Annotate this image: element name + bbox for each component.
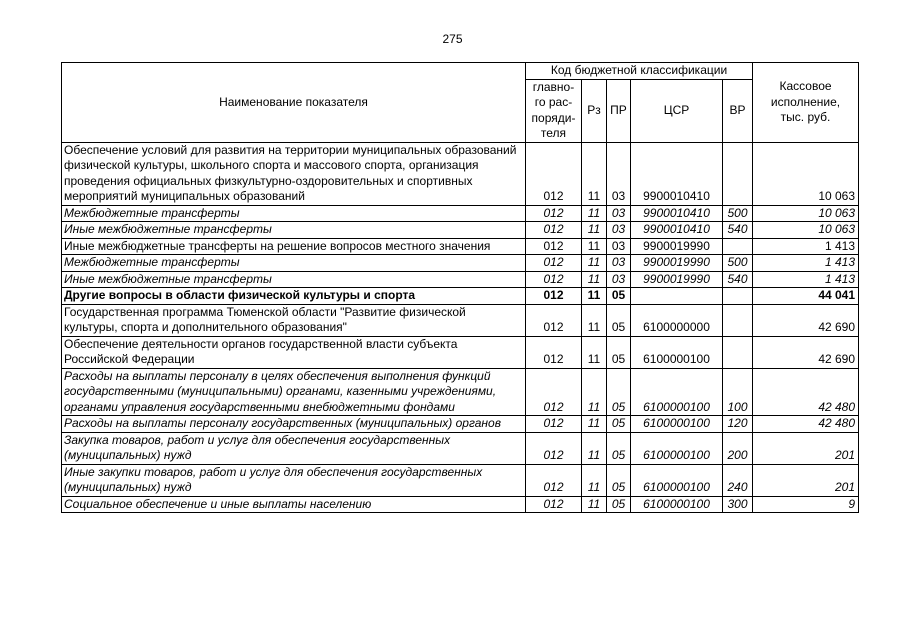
cell-pr: 05 <box>607 336 631 368</box>
header-vr: ВР <box>723 79 753 142</box>
cell-vr <box>723 238 753 255</box>
cell-name: Обеспечение условий для развития на территории муниципальных образований физической культуры, школьного спорта и массового спорта, организация проведения официальных физкультурно-оздоровительных и спортивных мероприятий муниципальных образований <box>62 142 526 205</box>
cell-csr: 9900019990 <box>631 255 723 272</box>
cell-rz: 11 <box>582 255 607 272</box>
cell-amount: 10 063 <box>753 142 859 205</box>
cell-pr: 03 <box>607 238 631 255</box>
cell-pr: 05 <box>607 304 631 336</box>
table-row <box>62 205 859 222</box>
table-row <box>62 222 859 239</box>
header-amount: Кассовое исполнение, тыс. руб. <box>753 63 859 143</box>
cell-amount: 42 480 <box>753 368 859 416</box>
cell-grbs: 012 <box>526 496 582 513</box>
cell-pr: 05 <box>607 464 631 496</box>
cell-name: Иные межбюджетные трансферты <box>62 271 526 288</box>
cell-amount: 9 <box>753 496 859 513</box>
table-row <box>62 255 859 272</box>
cell-amount: 44 041 <box>753 288 859 305</box>
cell-rz: 11 <box>582 464 607 496</box>
cell-vr <box>723 336 753 368</box>
cell-grbs: 012 <box>526 142 582 205</box>
page-number: 275 <box>442 32 463 46</box>
table-row <box>62 432 859 464</box>
cell-pr: 03 <box>607 222 631 239</box>
cell-pr: 05 <box>607 496 631 513</box>
cell-csr: 9900010410 <box>631 222 723 239</box>
header-code-group: Код бюджетной классификации <box>526 63 753 80</box>
header-csr: ЦСР <box>631 79 723 142</box>
table-row <box>62 288 859 305</box>
cell-vr: 200 <box>723 432 753 464</box>
cell-vr <box>723 142 753 205</box>
cell-pr: 05 <box>607 432 631 464</box>
table-row <box>62 368 859 416</box>
cell-vr: 540 <box>723 222 753 239</box>
cell-grbs: 012 <box>526 205 582 222</box>
header-rz: Рз <box>582 79 607 142</box>
cell-csr: 6100000100 <box>631 464 723 496</box>
cell-csr: 6100000100 <box>631 336 723 368</box>
cell-vr: 240 <box>723 464 753 496</box>
cell-name: Закупка товаров, работ и услуг для обеспечения государственных (муниципальных) нужд <box>62 432 526 464</box>
cell-vr <box>723 304 753 336</box>
cell-name: Межбюджетные трансферты <box>62 255 526 272</box>
cell-csr: 9900019990 <box>631 271 723 288</box>
cell-rz: 11 <box>582 271 607 288</box>
cell-vr: 300 <box>723 496 753 513</box>
cell-pr: 03 <box>607 255 631 272</box>
cell-rz: 11 <box>582 336 607 368</box>
cell-name: Расходы на выплаты персоналу государственных (муниципальных) органов <box>62 416 526 433</box>
cell-csr: 6100000100 <box>631 432 723 464</box>
cell-rz: 11 <box>582 432 607 464</box>
cell-name: Расходы на выплаты персоналу в целях обеспечения выполнения функций государственными (муниципальными) органами, казенными учреждениями, органами управления государственными внебюджетными фондами <box>62 368 526 416</box>
cell-csr: 6100000100 <box>631 496 723 513</box>
table-row <box>62 416 859 433</box>
header-pr: ПР <box>607 79 631 142</box>
cell-rz: 11 <box>582 304 607 336</box>
cell-rz: 11 <box>582 368 607 416</box>
cell-vr: 120 <box>723 416 753 433</box>
table-row <box>62 238 859 255</box>
cell-vr <box>723 288 753 305</box>
table-body <box>62 142 859 513</box>
table-row <box>62 142 859 205</box>
cell-amount: 201 <box>753 432 859 464</box>
header-grbs: главно-го рас-поряди-теля <box>526 79 582 142</box>
cell-grbs: 012 <box>526 271 582 288</box>
cell-rz: 11 <box>582 238 607 255</box>
cell-grbs: 012 <box>526 368 582 416</box>
table-row <box>62 464 859 496</box>
cell-vr: 100 <box>723 368 753 416</box>
cell-grbs: 012 <box>526 416 582 433</box>
cell-name: Иные закупки товаров, работ и услуг для обеспечения государственных (муниципальных) нужд <box>62 464 526 496</box>
cell-name: Обеспечение деятельности органов государственной власти субъекта Российской Федерации <box>62 336 526 368</box>
cell-vr: 500 <box>723 255 753 272</box>
budget-table <box>61 62 859 513</box>
table-row <box>62 271 859 288</box>
cell-grbs: 012 <box>526 255 582 272</box>
cell-rz: 11 <box>582 142 607 205</box>
cell-grbs: 012 <box>526 238 582 255</box>
cell-name: Социальное обеспечение и иные выплаты населению <box>62 496 526 513</box>
cell-amount: 1 413 <box>753 271 859 288</box>
cell-pr: 05 <box>607 368 631 416</box>
cell-amount: 1 413 <box>753 238 859 255</box>
cell-grbs: 012 <box>526 432 582 464</box>
cell-grbs: 012 <box>526 336 582 368</box>
cell-pr: 05 <box>607 416 631 433</box>
cell-rz: 11 <box>582 288 607 305</box>
cell-name: Государственная программа Тюменской области "Развитие физической культуры, спорта и дополнительного образования" <box>62 304 526 336</box>
cell-csr: 9900010410 <box>631 142 723 205</box>
cell-grbs: 012 <box>526 464 582 496</box>
cell-pr: 05 <box>607 288 631 305</box>
cell-name: Другие вопросы в области физической культуры и спорта <box>62 288 526 305</box>
table-row <box>62 336 859 368</box>
cell-amount: 1 413 <box>753 255 859 272</box>
cell-rz: 11 <box>582 416 607 433</box>
header-name: Наименование показателя <box>62 63 526 143</box>
cell-grbs: 012 <box>526 222 582 239</box>
cell-amount: 201 <box>753 464 859 496</box>
cell-name: Иные межбюджетные трансферты на решение вопросов местного значения <box>62 238 526 255</box>
cell-grbs: 012 <box>526 288 582 305</box>
cell-amount: 42 690 <box>753 304 859 336</box>
cell-rz: 11 <box>582 205 607 222</box>
cell-name: Иные межбюджетные трансферты <box>62 222 526 239</box>
cell-vr: 500 <box>723 205 753 222</box>
cell-amount: 10 063 <box>753 205 859 222</box>
cell-csr: 6100000100 <box>631 416 723 433</box>
cell-rz: 11 <box>582 222 607 239</box>
cell-amount: 42 690 <box>753 336 859 368</box>
cell-name: Межбюджетные трансферты <box>62 205 526 222</box>
cell-amount: 10 063 <box>753 222 859 239</box>
cell-pr: 03 <box>607 271 631 288</box>
cell-csr <box>631 288 723 305</box>
cell-grbs: 012 <box>526 304 582 336</box>
table-row <box>62 304 859 336</box>
cell-vr: 540 <box>723 271 753 288</box>
cell-csr: 6100000100 <box>631 368 723 416</box>
cell-csr: 9900019990 <box>631 238 723 255</box>
cell-rz: 11 <box>582 496 607 513</box>
table-row <box>62 496 859 513</box>
cell-csr: 6100000000 <box>631 304 723 336</box>
cell-csr: 9900010410 <box>631 205 723 222</box>
cell-pr: 03 <box>607 205 631 222</box>
cell-pr: 03 <box>607 142 631 205</box>
cell-amount: 42 480 <box>753 416 859 433</box>
